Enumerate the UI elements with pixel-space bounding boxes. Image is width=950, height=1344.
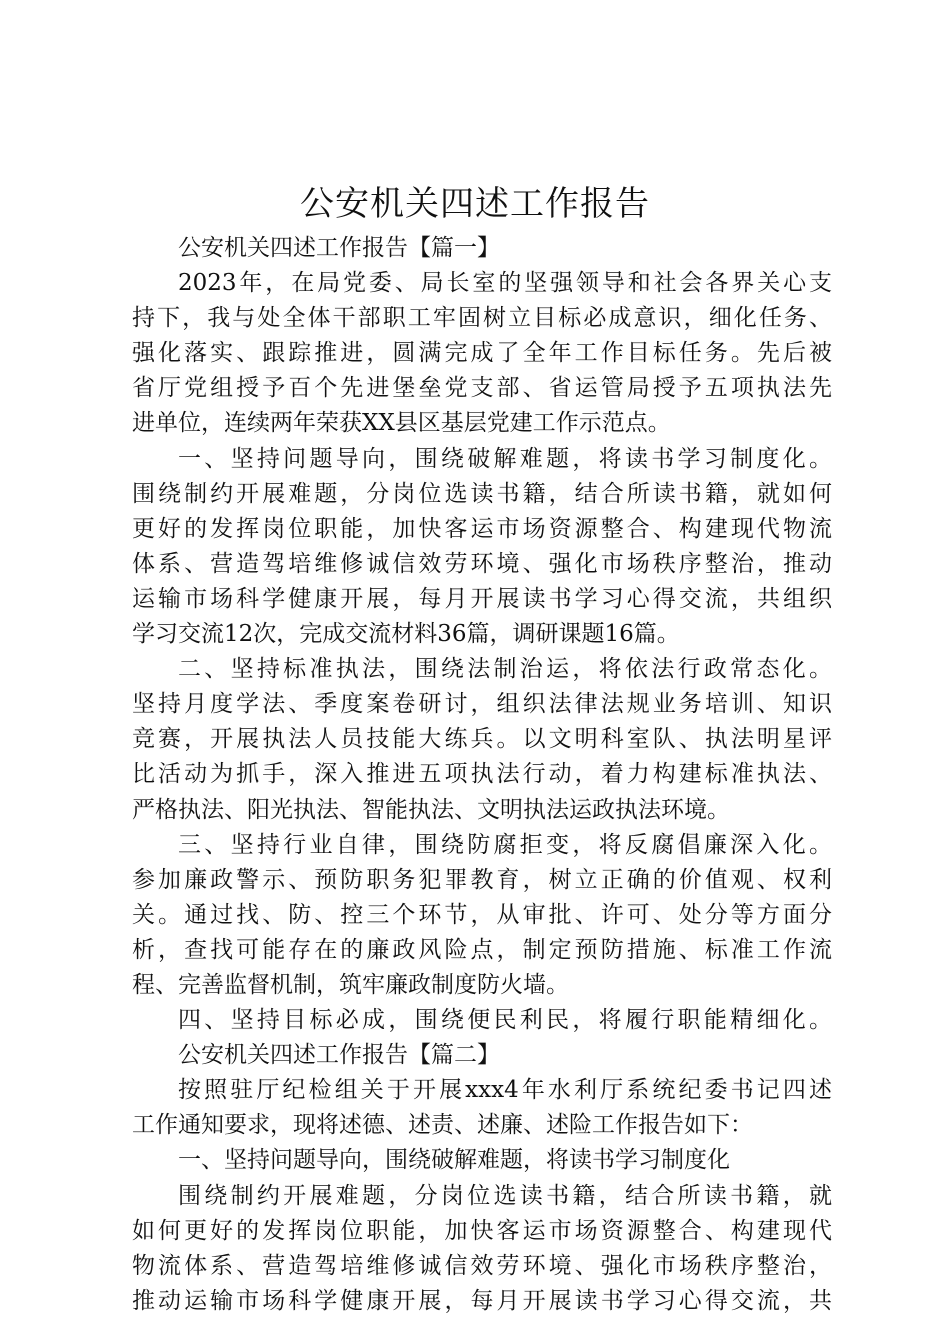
text-line: 推动运输市场科学健康开展，每月开展读书学习心得交流，共 bbox=[132, 1287, 832, 1314]
text-line: 析，查找可能存在的廉政风险点，制定预防措施、标准工作流 bbox=[132, 936, 832, 963]
text-line: 公安机关四述工作报告【篇一】 bbox=[178, 235, 500, 261]
text-line: 严格执法、阳光执法、智能执法、文明执法运政执法环境。 bbox=[132, 796, 730, 823]
text-line: 更好的发挥岗位职能，加快客运市场资源整合、构建现代物流 bbox=[132, 515, 832, 542]
text-line: 四、坚持目标必成，围绕便民利民，将履行职能精细化。 bbox=[178, 1007, 832, 1034]
text-line: 参加廉政警示、预防职务犯罪教育，树立正确的价值观、权利 bbox=[132, 866, 832, 893]
text-line: 持下，我与处全体干部职工牢固树立目标必成意识，细化任务、 bbox=[132, 305, 832, 332]
text-line: 程、完善监督机制，筑牢廉政制度防火墙。 bbox=[132, 971, 569, 998]
text-line: 围绕制约开展难题，分岗位选读书籍，结合所读书籍，就如何 bbox=[132, 480, 832, 507]
text-line: 工作通知要求，现将述德、述责、述廉、述险工作报告如下： bbox=[132, 1112, 753, 1139]
text-line: 物流体系、营造驾培维修诚信效劳环境、强化市场秩序整治， bbox=[132, 1252, 832, 1279]
text-line: 比活动为抓手，深入推进五项执法行动，着力构建标准执法、 bbox=[132, 761, 832, 788]
text-line: 学习交流12次，完成交流材料36篇，调研课题16篇。 bbox=[132, 621, 680, 648]
text-line: 2023年，在局党委、局长室的坚强领导和社会各界关心支 bbox=[178, 270, 832, 297]
text-line: 公安机关四述工作报告【篇二】 bbox=[178, 1042, 500, 1069]
text-line: 强化落实、跟踪推进，圆满完成了全年工作目标任务。先后被 bbox=[132, 340, 832, 367]
text-line: 一、坚持问题导向，围绕破解难题，将读书学习制度化。 bbox=[178, 445, 832, 472]
text-line: 坚持月度学法、季度案卷研讨，组织法律法规业务培训、知识 bbox=[132, 691, 832, 718]
text-line: 一、坚持问题导向，围绕破解难题，将读书学习制度化 bbox=[178, 1147, 730, 1174]
text-line: 运输市场科学健康开展，每月开展读书学习心得交流，共组织 bbox=[132, 585, 832, 612]
text-line: 三、坚持行业自律，围绕防腐拒变，将反腐倡廉深入化。 bbox=[178, 831, 832, 858]
text-line: 围绕制约开展难题，分岗位选读书籍，结合所读书籍，就 bbox=[178, 1182, 832, 1209]
document-body bbox=[132, 231, 832, 1319]
document-title: 公安机关四述工作报告 bbox=[300, 184, 650, 224]
text-line: 竞赛，开展执法人员技能大练兵。以文明科室队、执法明星评 bbox=[132, 726, 832, 753]
text-line: 关。通过找、防、控三个环节，从审批、许可、处分等方面分 bbox=[132, 901, 832, 928]
text-line: 省厅党组授予百个先进堡垒党支部、省运管局授予五项执法先 bbox=[132, 375, 832, 402]
text-line: 按照驻厅纪检组关于开展xxx4年水利厅系统纪委书记四述 bbox=[178, 1077, 832, 1104]
text-line: 如何更好的发挥岗位职能，加快客运市场资源整合、构建现代 bbox=[132, 1217, 832, 1244]
text-line: 体系、营造驾培维修诚信效劳环境、强化市场秩序整治，推动 bbox=[132, 550, 832, 577]
text-line: 进单位，连续两年荣获XX县区基层党建工作示范点。 bbox=[132, 410, 671, 437]
text-line: 二、坚持标准执法，围绕法制治运，将依法行政常态化。 bbox=[178, 656, 832, 683]
